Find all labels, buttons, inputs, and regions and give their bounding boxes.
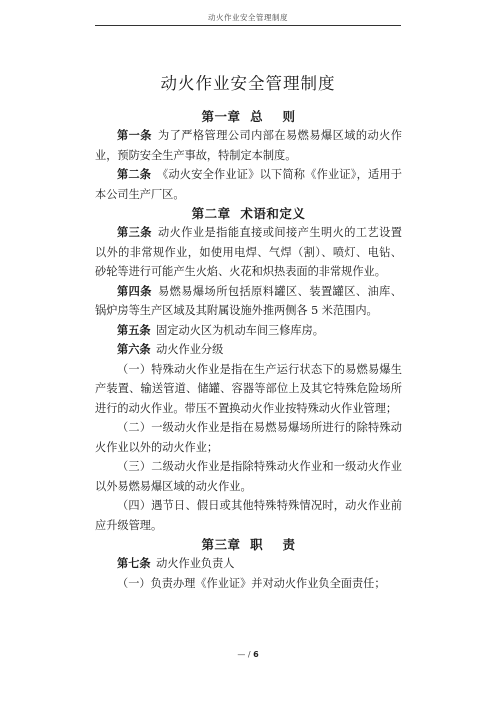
article-6-item-4: （四）遇节日、假日或其他特殊特殊情况时，动火作业前应升级管理。 xyxy=(95,499,402,532)
article-5-text: 固定动火区为机动车间三修库房。 xyxy=(156,323,324,337)
page-total: 6 xyxy=(253,650,259,659)
page-footer-prefix: — / xyxy=(237,650,254,659)
article-7-label: 第七条 xyxy=(117,557,151,570)
article-4-label: 第四条 xyxy=(117,284,152,298)
article-3-text: 动火作业是指能直接或间接产生明火的工艺设置以外的非常规作业，如使用电焊、气焊（割）、喷灯、电钻、砂轮等进行可能产生火焰、火花和炽热表面的非常规作业。 xyxy=(95,226,402,278)
chapter-1-heading: 第一章 总 则 xyxy=(201,109,296,124)
chapter-2-heading: 第二章 术语和定义 xyxy=(191,206,306,221)
document-title: 动火作业安全管理制度 xyxy=(160,74,336,93)
article-1-text: 为了严格管理公司内部在易燃易爆区域的动火作业，预防安全生产事故，特制定本制度。 xyxy=(95,129,402,162)
header-divider xyxy=(95,25,401,26)
article-7-text: 动火作业负责人 xyxy=(156,557,235,570)
article-2 xyxy=(95,165,402,204)
page-footer xyxy=(0,650,496,659)
article-5-label: 第五条 xyxy=(117,323,151,337)
article-6-item-2: （二）一级动火作业是指在易燃易爆场所进行的除特殊动火作业以外的动火作业； xyxy=(95,421,402,454)
document-body xyxy=(95,107,402,593)
article-3 xyxy=(95,223,402,282)
article-6 xyxy=(95,340,402,360)
article-1 xyxy=(95,126,402,165)
article-7-item-1: （一）负责办理《作业证》并对动火作业负全面责任； xyxy=(117,576,386,590)
article-2-text: 《动火安全作业证》以下简称《作业证》，适用于本公司生产厂区。 xyxy=(95,168,402,201)
article-5 xyxy=(95,321,402,341)
article-4-text: 易燃易爆场所包括原料罐区、装置罐区、油库、锅炉房等生产区域及其附属设施外推两侧各 5 米范围内。 xyxy=(95,284,402,317)
article-6-label: 第六条 xyxy=(117,343,151,356)
article-6-item-3: （三）二级动火作业是指除特殊动火作业和一级动火作业以外易燃易爆区域的动火作业。 xyxy=(95,460,402,493)
article-2-label: 第二条 xyxy=(117,168,152,181)
article-1-label: 第一条 xyxy=(117,129,152,142)
article-4 xyxy=(95,282,402,321)
article-6-item-1: （一）特殊动火作业是指在生产运行状态下的易燃易爆生产装置、输送管道、储罐、容器等部位上及其它特殊危险场所进行的动火作业。带压不置换动火作业按特殊动火作业管理； xyxy=(95,362,402,415)
article-6-text: 动火作业分级 xyxy=(156,343,224,356)
article-7 xyxy=(95,554,402,574)
article-3-label: 第三条 xyxy=(117,226,152,239)
running-header: 动火作业安全管理制度 xyxy=(208,13,288,22)
chapter-3-heading: 第三章 职 责 xyxy=(201,537,296,552)
